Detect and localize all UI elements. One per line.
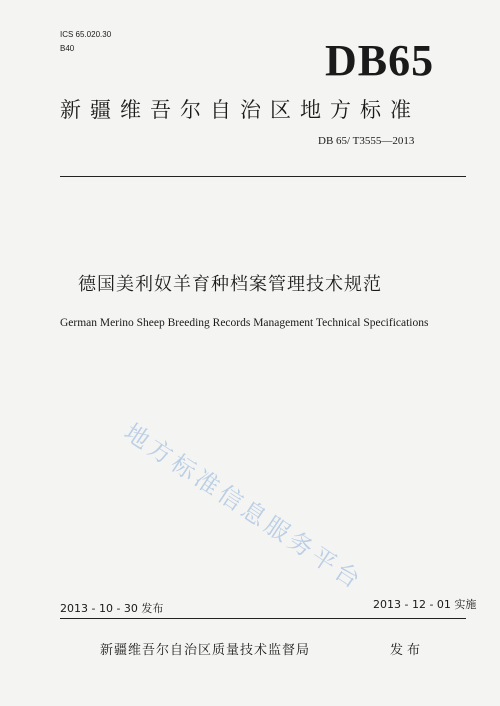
standard-number: DB 65/ T3555—2013 xyxy=(318,135,415,147)
top-divider xyxy=(60,176,466,177)
standard-type-heading: 新疆维吾尔自治区地方标准 xyxy=(60,98,420,122)
watermark: 地方标准信息服务平台 xyxy=(119,418,369,596)
document-title-cn: 德国美利奴羊育种档案管理技术规范 xyxy=(78,274,382,295)
standard-logo: DB65 xyxy=(325,36,435,85)
bottom-divider xyxy=(60,618,466,619)
issue-label: 发布 xyxy=(390,643,425,658)
document-title-en: German Merino Sheep Breeding Records Management Technical Specifications xyxy=(60,317,429,329)
publish-date: 2013 - 10 - 30 发布 xyxy=(60,602,164,615)
implement-date: 2013 - 12 - 01 实施 xyxy=(373,598,477,611)
classification-code: B40 xyxy=(60,44,75,53)
ics-code: ICS 65.020.30 xyxy=(60,30,112,39)
issuing-authority: 新疆维吾尔自治区质量技术监督局 xyxy=(100,643,311,658)
